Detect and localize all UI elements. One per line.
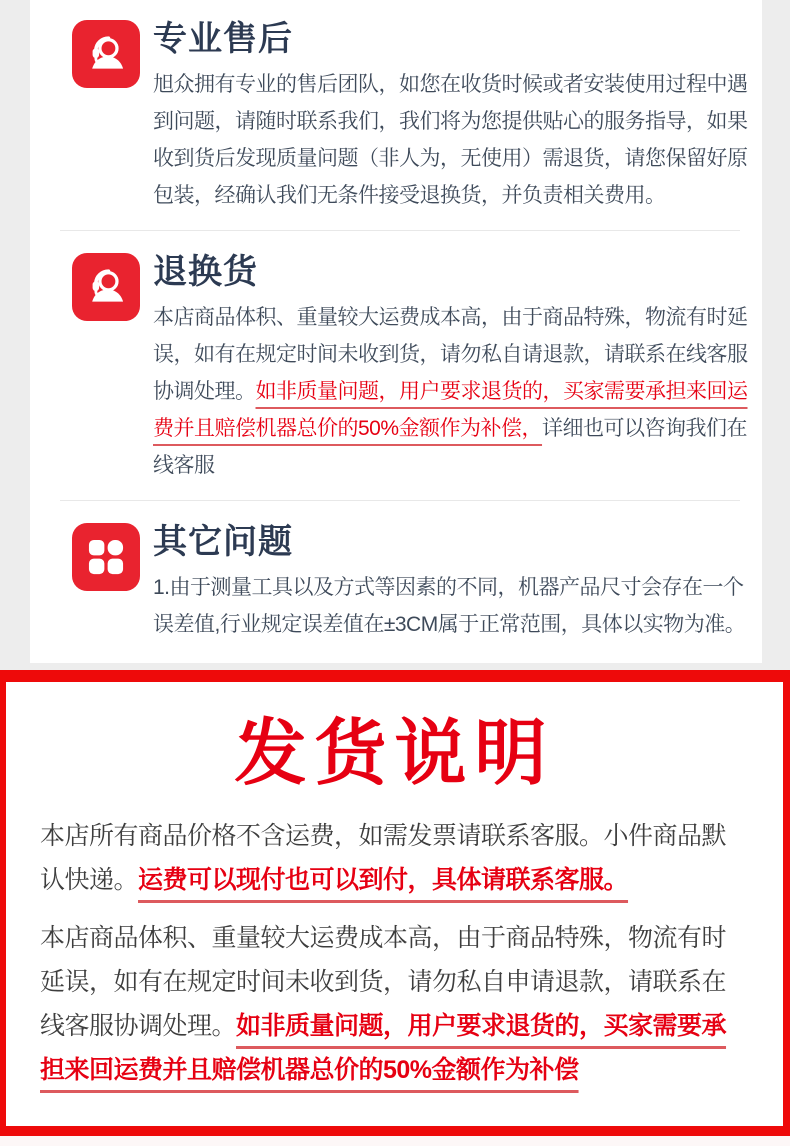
shipping-notice-title: 发货说明 [234,714,555,794]
section-paragraph [153,569,748,643]
section-divider [60,230,740,231]
highlighted-red-text: 如非质量问题，用户要求退货的，买家需要承担来回运费并且赔偿机器总价的50%金额作为补偿 [40,1012,727,1084]
section-title: 专业售后 [153,20,293,58]
shipping-paragraph [40,916,749,1092]
body-text: 本店所有商品价格不含运费，如需发票请联系客服。小件商品默认快递。 [40,822,727,894]
highlighted-red-text: 如非质量问题，用户要求退货的，买家需要承担来回运费并且赔偿机器总价的50%金额作为补偿， [153,380,748,440]
section-returns-exchange [30,251,762,484]
section-professional-after-sales [30,18,762,214]
section-content [153,521,748,643]
section-other-issues [30,521,762,643]
highlighted-red-text: 运费可以现付也可以到付，具体请联系客服。 [138,866,629,894]
shipping-notice-box [0,670,790,1136]
shipping-paragraph [40,814,749,902]
body-text: 旭众拥有专业的售后团队，如您在收货时候或者安装使用过程中遇到问题，请随时联系我们，我们将为您提供贴心的服务指导，如果收到货后发现质量问题（非人为，无使用）需退货，请您保留好原包装，经确认我们无条件接受退换货，并负责相关费用。 [153,73,748,207]
after-sales-card [30,0,762,663]
section-paragraph [153,66,748,214]
section-title: 退换货 [153,253,258,291]
body-text: 1.由于测量工具以及方式等因素的不同，机器产品尺寸会存在一个误差值,行业规定误差值在±3CM属于正常范围，具体以实物为准。 [153,576,746,636]
section-divider [60,500,740,501]
section-content [153,18,748,214]
section-title: 其它问题 [153,523,293,561]
section-content [153,251,748,484]
body-text: 本店商品体积、重量较大运费成本高，由于商品特殊，物流有时延误，如有在规定时间未收到货，请勿私自请退款，请联系在线客服协调处理。 [153,306,748,403]
customer-service-headset-icon [72,253,140,321]
body-text: 详细也可以咨询我们在线客服 [153,417,748,477]
bottom-strip [0,1136,790,1146]
customer-service-headset-icon [72,20,140,88]
grid-apps-icon [72,523,140,591]
body-text: 本店商品体积、重量较大运费成本高，由于商品特殊，物流有时延误，如有在规定时间未收到货，请勿私自申请退款，请联系在线客服协调处理。 [40,924,727,1040]
section-paragraph [153,299,748,484]
